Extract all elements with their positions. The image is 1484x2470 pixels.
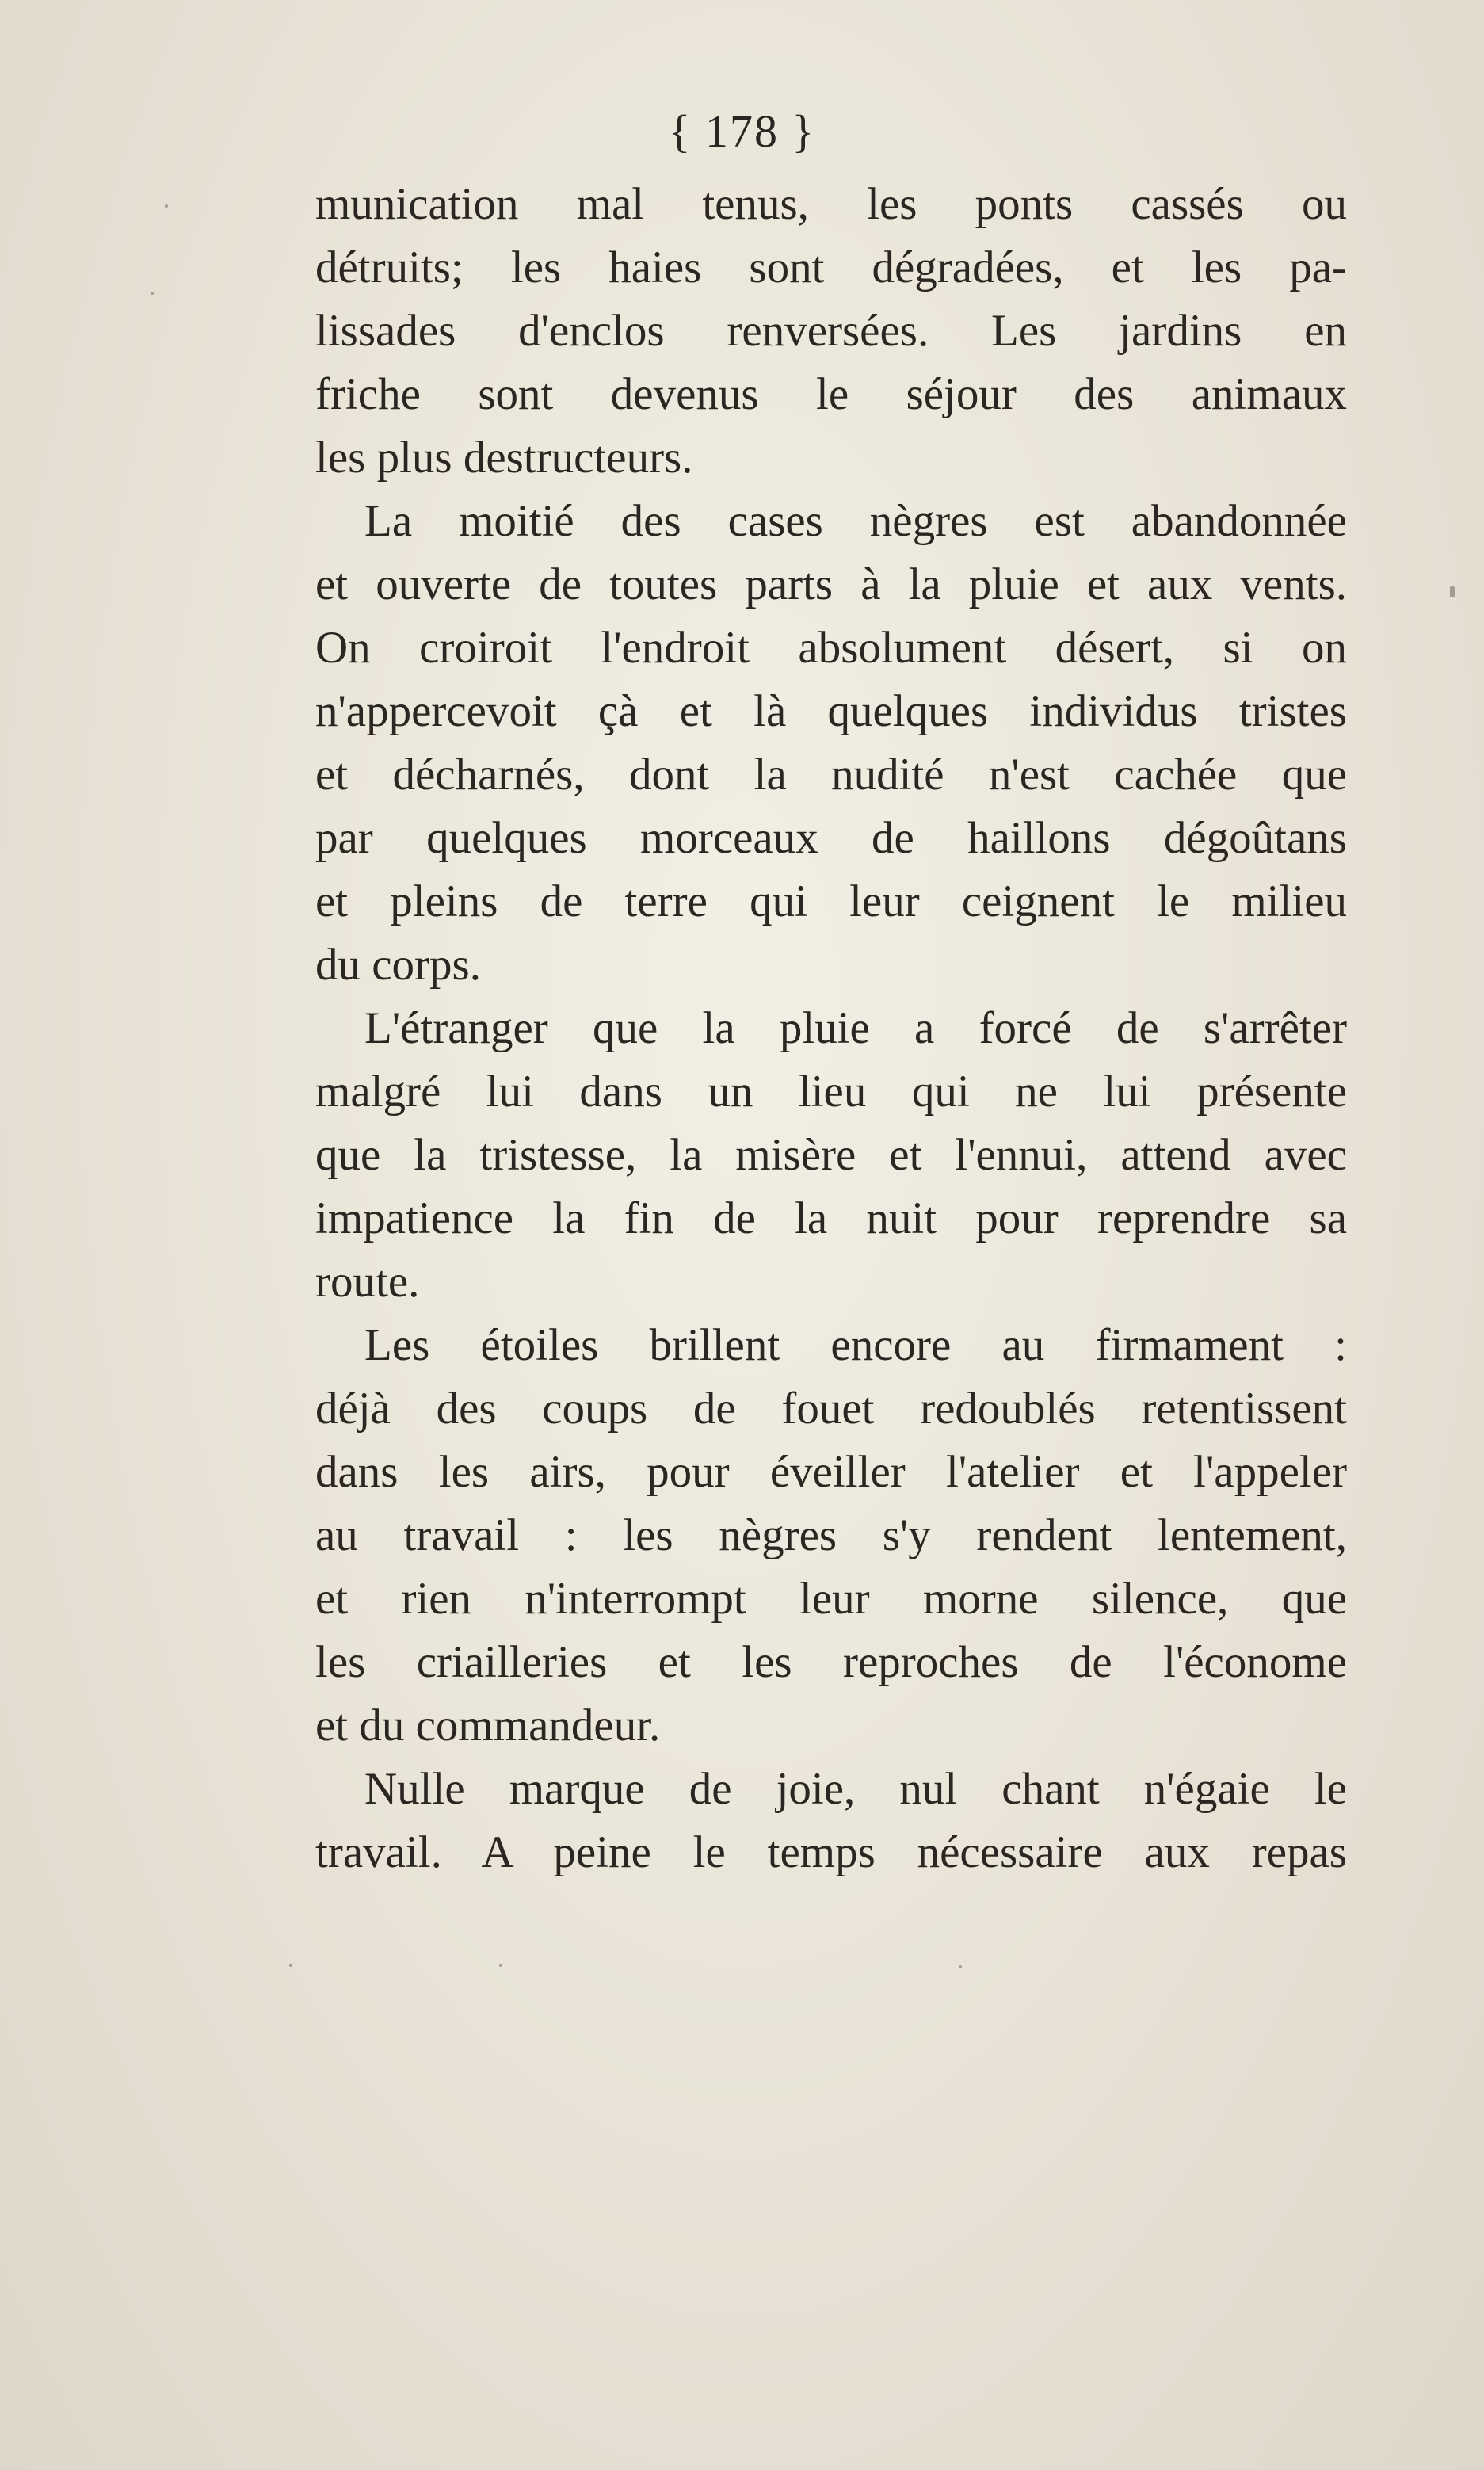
text-line: dans les airs, pour éveiller l'atelier et l'appeler: [315, 1447, 1347, 1497]
text-line: détruits; les haies sont dégradées, et les pa-: [315, 242, 1347, 292]
text-line: route.: [315, 1257, 420, 1307]
text-line: Les étoiles brillent encore au firmament :: [364, 1320, 1347, 1370]
text-line: les plus destructeurs.: [315, 433, 693, 483]
text-line: On croiroit l'endroit absolument désert, si on: [315, 623, 1347, 673]
text-line: que la tristesse, la misère et l'ennui, attend avec: [315, 1130, 1347, 1180]
text-line: impatience la fin de la nuit pour reprendre sa: [315, 1193, 1347, 1243]
text-line: par quelques morceaux de haillons dégoûtans: [315, 813, 1347, 863]
paper-speck: [151, 292, 154, 295]
paper-speck: [1450, 586, 1455, 597]
page-number-header: { 178 }: [668, 105, 816, 157]
text-line: La moitié des cases nègres est abandonnée: [364, 496, 1347, 546]
text-line: déjà des coups de fouet redoublés retentissent: [315, 1384, 1347, 1434]
text-line: n'appercevoit çà et là quelques individus tristes: [315, 686, 1347, 736]
paper-speck: [165, 204, 168, 208]
text-line: du corps.: [315, 940, 481, 990]
text-line: au travail : les nègres s'y rendent lentement,: [315, 1510, 1347, 1560]
text-line: travail. A peine le temps nécessaire aux repas: [315, 1827, 1347, 1877]
text-line: et décharnés, dont la nudité n'est cachée que: [315, 750, 1347, 800]
text-line: et du commandeur.: [315, 1701, 661, 1750]
text-line: et rien n'interrompt leur morne silence, que: [315, 1574, 1347, 1624]
text-line: les criailleries et les reproches de l'économe: [315, 1637, 1347, 1687]
text-line: et pleins de terre qui leur ceignent le milieu: [315, 876, 1347, 926]
paper-speck: [499, 1964, 502, 1967]
body-text: [315, 173, 1347, 1884]
text-line: malgré lui dans un lieu qui ne lui présente: [315, 1067, 1347, 1117]
paper-speck: [959, 1965, 962, 1968]
text-line: munication mal tenus, les ponts cassés ou: [315, 179, 1347, 229]
text-line: Nulle marque de joie, nul chant n'égaie le: [364, 1764, 1347, 1814]
text-line: L'étranger que la pluie a forcé de s'arrêter: [364, 1003, 1347, 1053]
text-line: friche sont devenus le séjour des animaux: [315, 369, 1347, 419]
text-line: lissades d'enclos renversées. Les jardins en: [315, 306, 1347, 356]
paper-speck: [289, 1964, 292, 1967]
text-line: et ouverte de toutes parts à la pluie et aux vents.: [315, 559, 1347, 609]
